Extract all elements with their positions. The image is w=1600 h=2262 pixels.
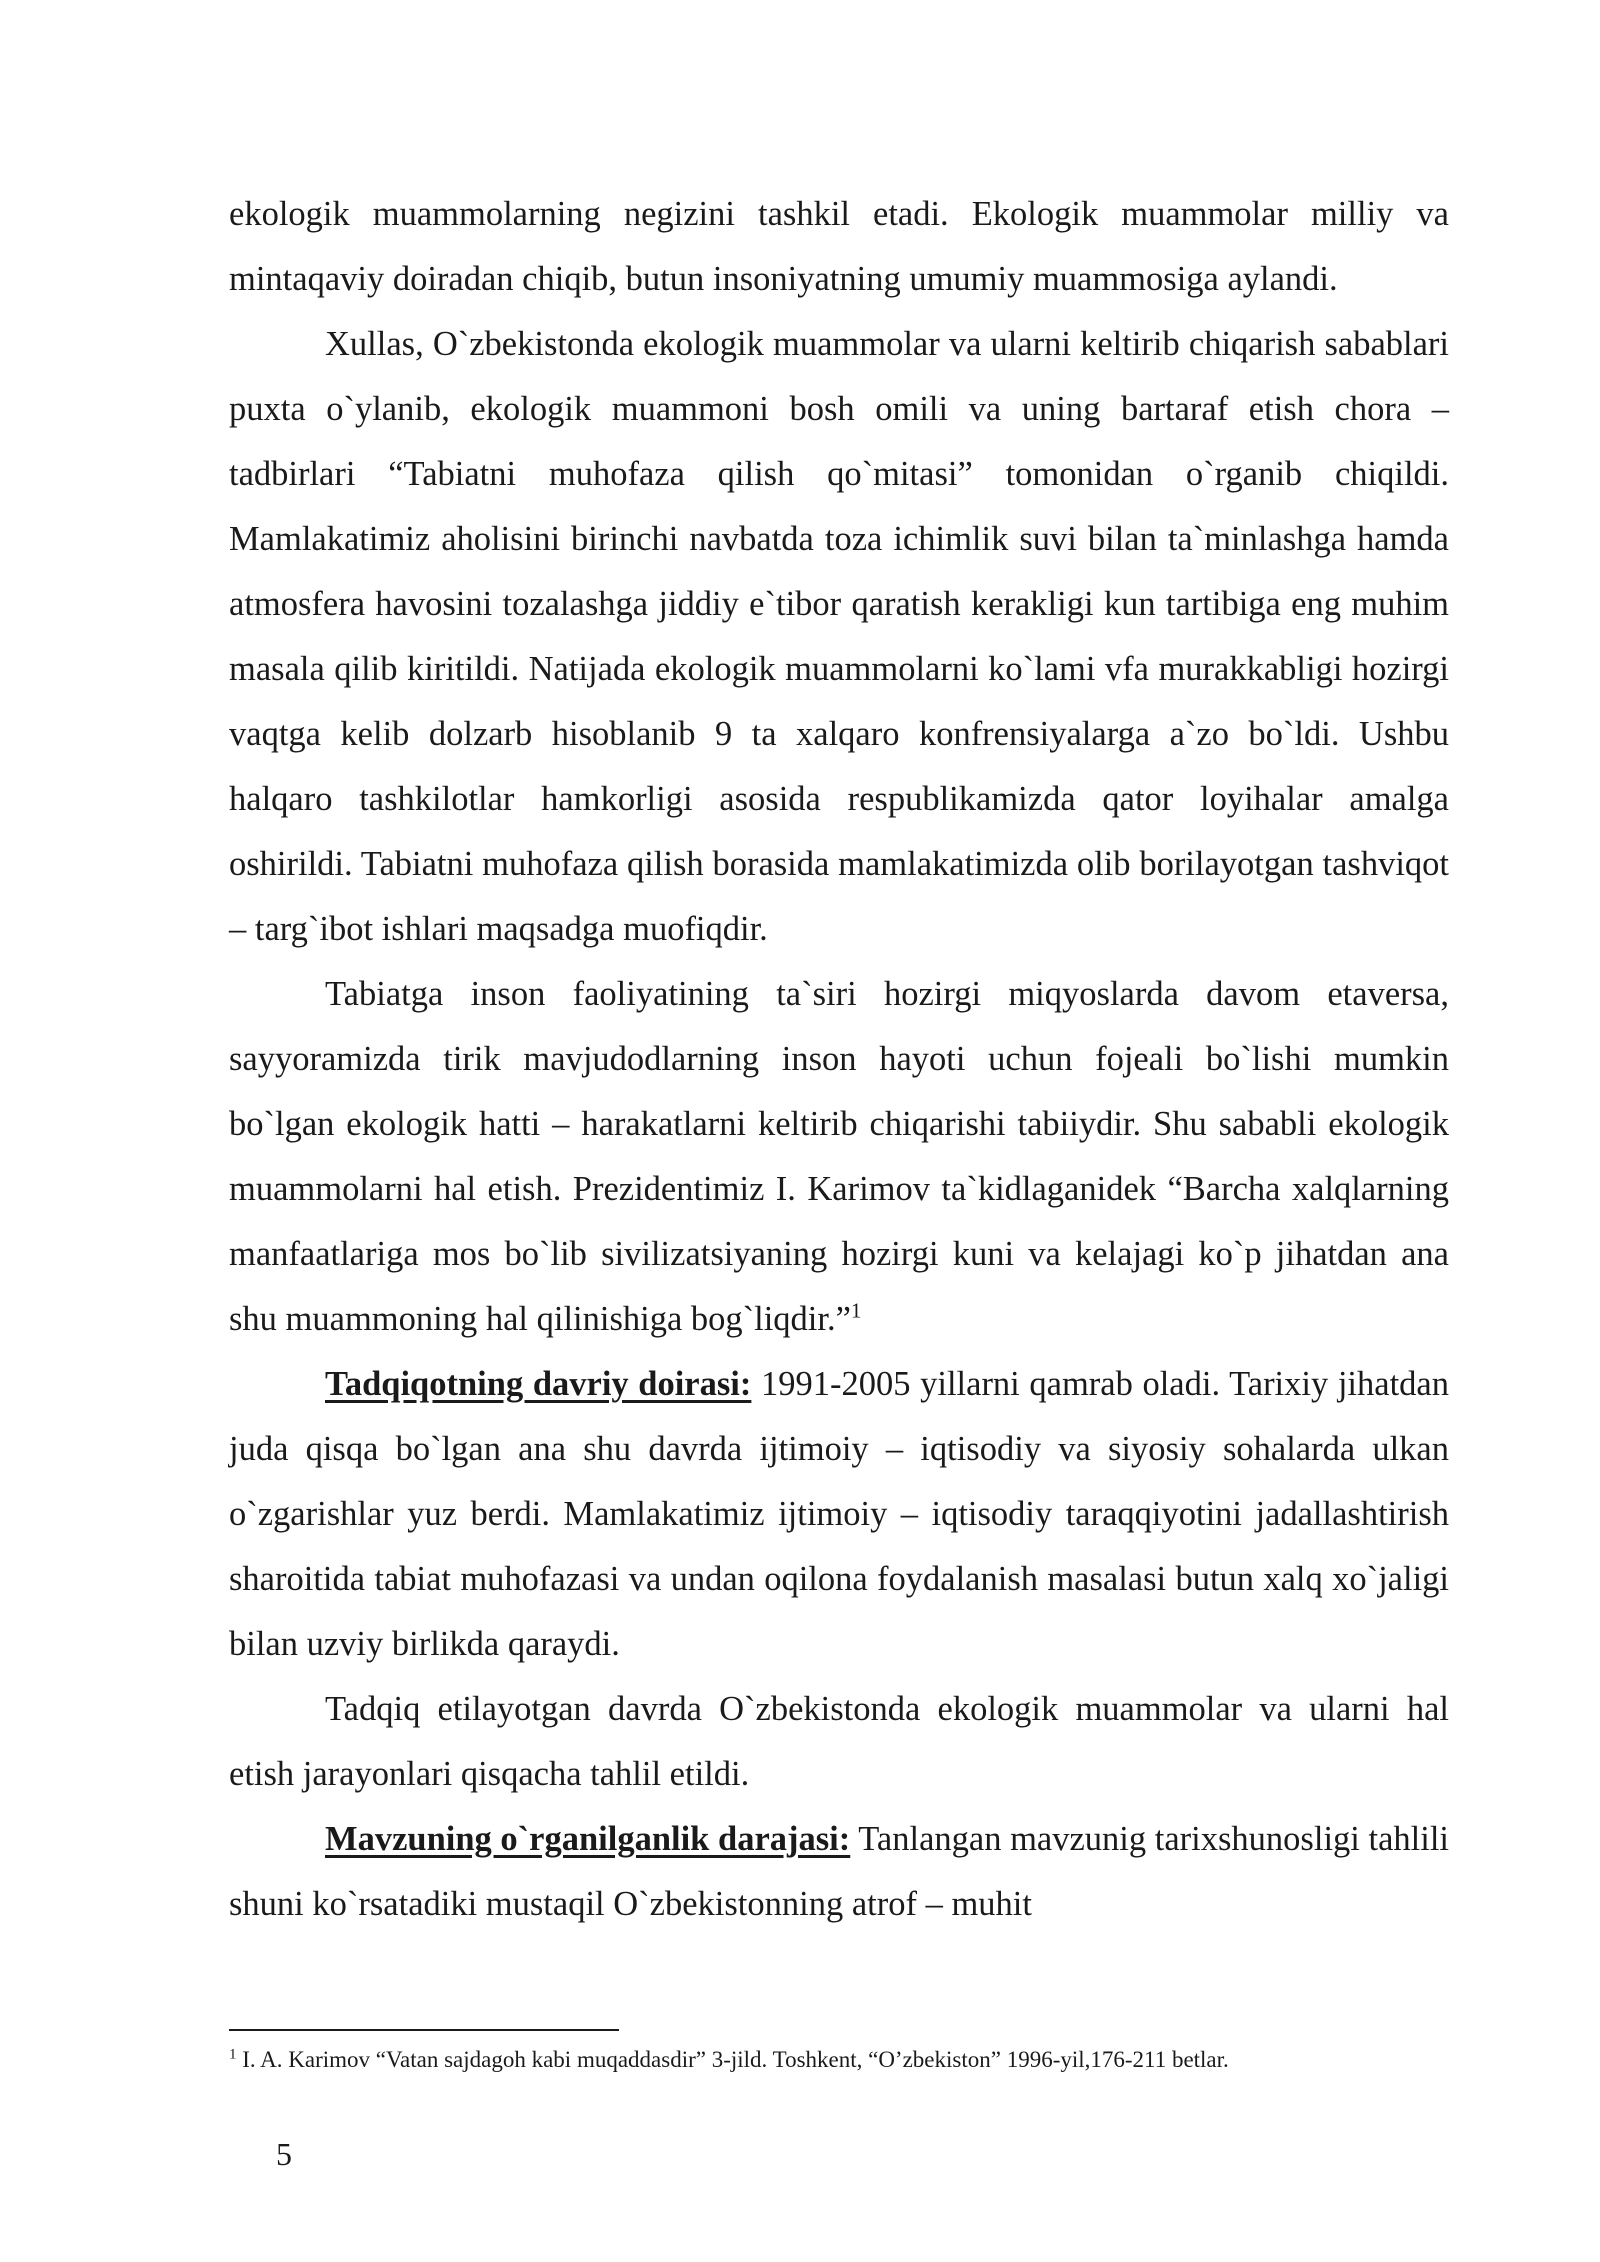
footnote-mark: 1 (229, 2046, 237, 2063)
paragraph-text: Tabiatga inson faoliyatining ta`siri hozirgi miqyoslarda davom etaversa, sayyoramizda tirik mavjudodlarning inson hayoti uchun fojeali bo`lishi mumkin bo`lgan ekologik hatti – harakatlarni keltirib chiqarishi tabiiydir. Shu sababli ekologik muammolarni hal etish. Prezidentimiz I. Karimov ta`kidlaganidek “Barcha xalqlarning manfaatlariga mos bo`lib sivilizatsiyaning hozirgi kuni va kelajagi ko`p jihatdan ana shu muammoning hal qilinishiga bog`liqdir.” (229, 975, 1449, 1338)
paragraph-study-level (229, 1807, 1449, 1937)
paragraph-text: Xullas, O`zbekistonda ekologik muammolar va ularni keltirib chiqarish sabablari puxta o`ylanib, ekologik muammoni bosh omili va uning bartaraf etish chora – tadbirlari “Tabiatni muhofaza qilish qo`mitasi” tomonidan o`rganib chiqildi. Mamlakatimiz aholisini birinchi navbatda toza ichimlik suvi bilan ta`minlashga hamda atmosfera havosini tozalashga jiddiy e`tibor qaratish kerakligi kun tartibiga eng muhim masala qilib kiritildi. Natijada ekologik muammolarni ko`lami vfa murakkabligi hozirgi vaqtga kelib dolzarb hisoblanib 9 ta xalqaro konfrensiyalarga a`zo bo`ldi. Ushbu halqaro tashkilotlar hamkorligi asosida respublikamizda qator loyihalar amalga oshirildi. Tabiatni muhofaza qilish borasida mamlakatimizda olib borilayotgan tashviqot – targ`ibot ishlari maqsadga muofiqdir. (229, 325, 1449, 948)
footnote-text: I. A. Karimov “Vatan sajdagoh kabi muqaddasdir” 3-jild. Toshkent, “O’zbekiston” 1996-yil,176-211 betlar. (236, 2047, 1229, 2072)
body-text (229, 182, 1449, 1937)
footnote-reference: 1 (850, 1298, 862, 1323)
footnote (229, 2044, 1449, 2076)
paragraph-text: ekologik muammolarning negizini tashkil etadi. Ekologik muammolar milliy va mintaqaviy doiradan chiqib, butun insoniyatning umumiy muammosiga aylandi. (229, 195, 1449, 298)
paragraph-conclusion (229, 312, 1449, 962)
run-in-heading: Tadqiqotning davriy doirasi: (325, 1365, 752, 1403)
run-in-heading: Mavzuning o`rganilganlik darajasi: (325, 1820, 851, 1858)
page-number: 5 (276, 2136, 292, 2172)
footnote-separator (229, 2029, 619, 2031)
paragraph-text: Tadqiq etilayotgan davrda O`zbekistonda ekologik muammolar va ularni hal etish jarayonlari qisqacha tahlil etildi. (229, 1690, 1449, 1793)
paragraph-text: Tanlangan mavzunig tarixshunosligi tahlili shuni ko`rsatadiki mustaqil O`zbekistonning atrof – muhit (229, 1820, 1449, 1923)
paragraph-continuation (229, 182, 1449, 312)
paragraph-analysis (229, 1677, 1449, 1807)
paragraph-period (229, 1352, 1449, 1677)
paragraph-quote (229, 962, 1449, 1352)
paragraph-text: 1991-2005 yillarni qamrab oladi. Tarixiy jihatdan juda qisqa bo`lgan ana shu davrda ijtimoiy – iqtisodiy va siyosiy sohalarda ulkan o`zgarishlar yuz berdi. Mamlakatimiz ijtimoiy – iqtisodiy taraqqiyotini jadallashtirish sharoitida tabiat muhofazasi va undan oqilona foydalanish masalasi butun xalq xo`jaligi bilan uzviy birlikda qaraydi. (229, 1365, 1449, 1663)
